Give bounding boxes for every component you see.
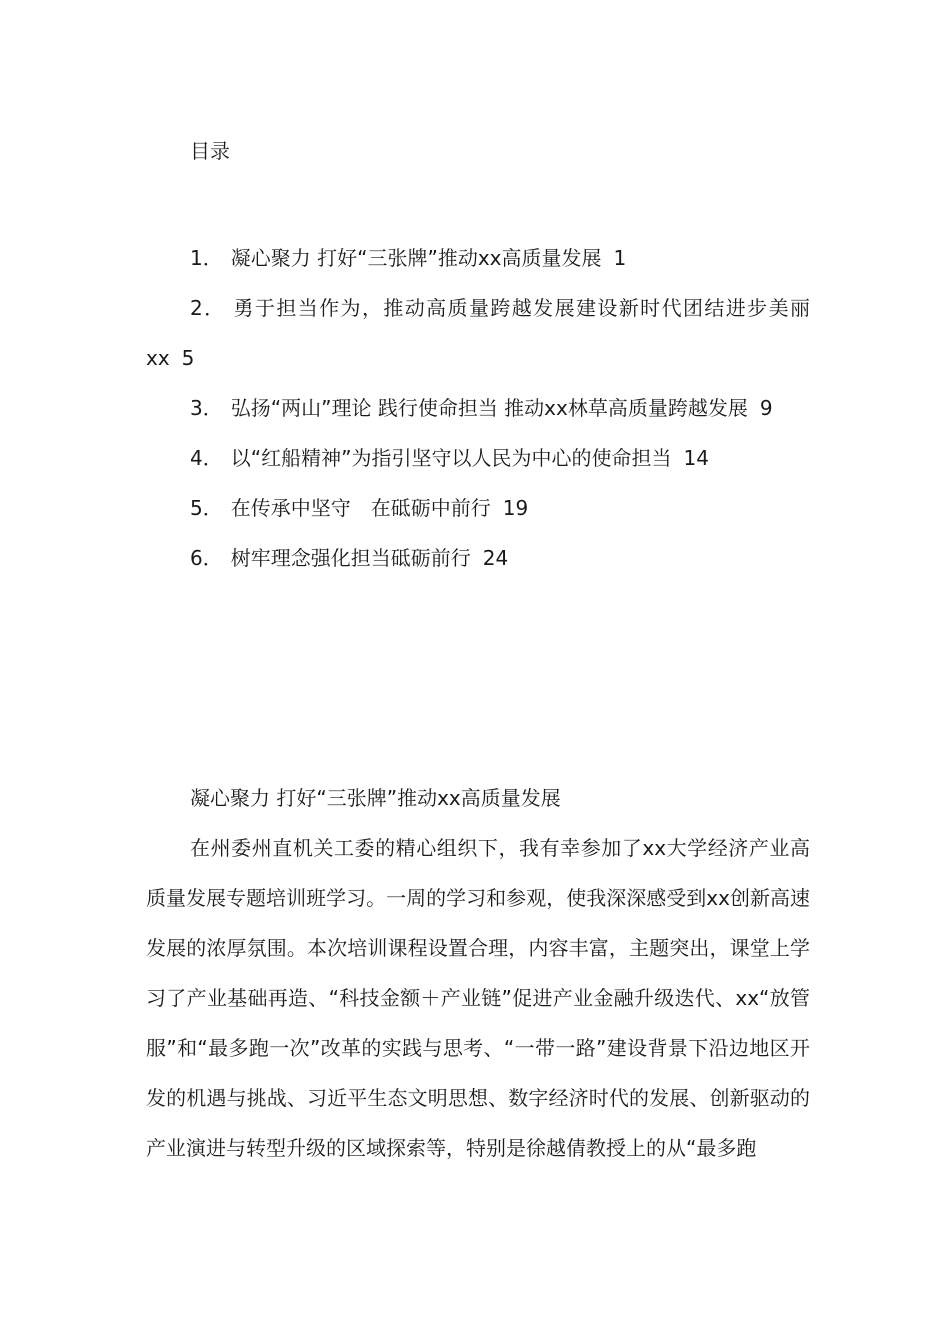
article-title: 凝心聚力 打好“三张牌”推动xx高质量发展	[190, 786, 561, 810]
toc-entry-5[interactable]	[146, 483, 810, 533]
toc-entry-text: 在传承中坚守 在砥砺中前行	[230, 496, 491, 520]
toc-entry-page: 24	[482, 546, 509, 570]
toc-entry-text: 以“红船精神”为指引坚守以人民为中心的使命担当	[230, 446, 672, 470]
toc-entry-3[interactable]	[146, 383, 810, 433]
toc-entry-2[interactable]	[146, 283, 810, 383]
toc-entry-page: 1	[613, 246, 627, 270]
toc-entry-number: 3．	[190, 396, 223, 420]
toc-entry-page: 19	[502, 496, 529, 520]
toc-entry-1[interactable]	[146, 233, 810, 283]
toc-entry-page: 14	[683, 446, 709, 470]
toc-entry-number: 4．	[190, 446, 223, 470]
toc-entry-number: 1．	[190, 246, 223, 270]
toc-entry-page: 5	[181, 346, 195, 370]
toc-entry-text: 弘扬“两山”理论 践行使命担当 推动xx林草高质量跨越发展	[230, 396, 748, 420]
toc-entry-text: 勇于担当作为，推动高质量跨越发展建设新时代团结进步美丽xx	[146, 296, 810, 370]
toc-entry-6[interactable]	[146, 533, 810, 583]
toc-entry-number: 5．	[190, 496, 223, 520]
toc-entry-text: 树牢理念强化担当砥砺前行	[230, 546, 471, 570]
toc-entry-text: 凝心聚力 打好“三张牌”推动xx高质量发展	[230, 246, 602, 270]
toc-title: 目录	[190, 139, 230, 163]
toc-entry-4[interactable]	[146, 433, 810, 483]
table-of-contents	[146, 233, 810, 583]
toc-entry-page: 9	[759, 396, 773, 420]
article-paragraph: 在州委州直机关工委的精心组织下，我有幸参加了xx大学经济产业高质量发展专题培训班学习。一周的学习和参观，使我深深感受到xx创新高速发展的浓厚氛围。本次培训课程设置合理，内容丰富，主题突出，课堂上学习了产业基础再造、“科技金额＋产业链”促进产业金融升级迭代、xx“放管服”和“最多跑一次”改革的实践与思考、“一带一路”建设背景下沿边地区开发的机遇与挑战、习近平生态文明思想、数字经济时代的发展、创新驱动的产业演进与转型升级的区域探索等，特别是徐越倩教授上的从“最多跑	[146, 836, 810, 1160]
toc-entry-number: 2．	[190, 296, 226, 320]
article-section	[146, 773, 810, 1173]
toc-entry-number: 6．	[190, 546, 223, 570]
